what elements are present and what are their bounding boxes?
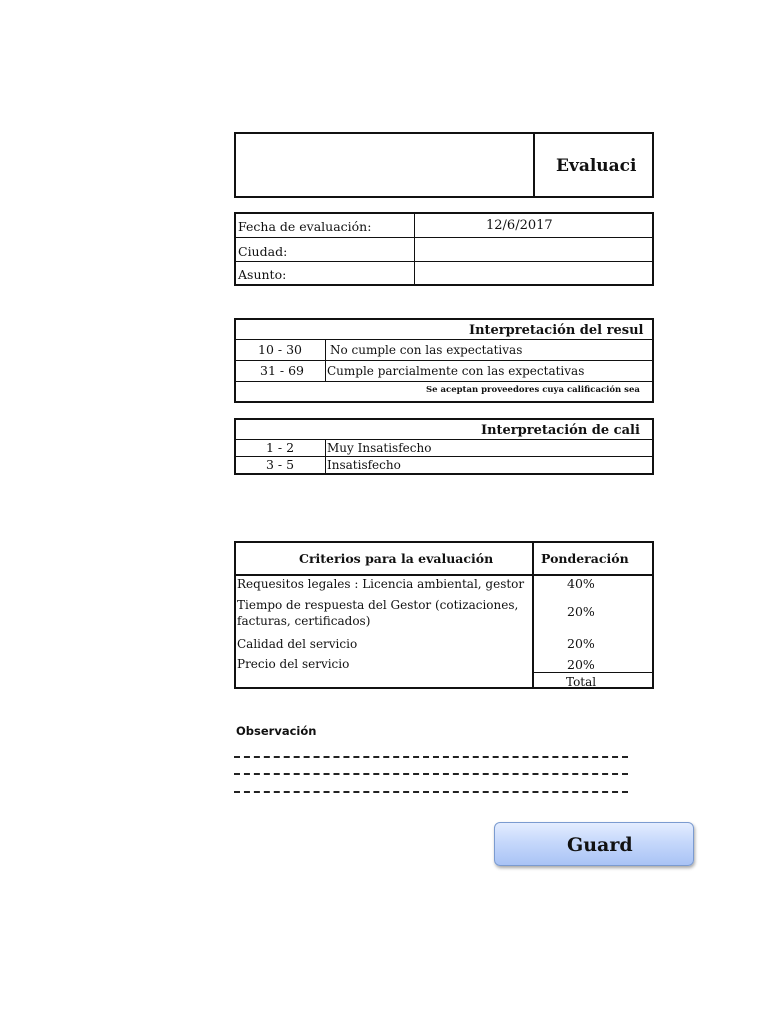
observation-line[interactable] xyxy=(234,756,628,758)
rating-3-5-text: Insatisfecho xyxy=(327,458,401,472)
weight-quality[interactable]: 20% xyxy=(567,636,595,651)
label-fecha: Fecha de evaluación: xyxy=(238,219,372,234)
criterion-price: Precio del servicio xyxy=(237,657,350,671)
range-31-69: 31 - 69 xyxy=(260,363,304,378)
rating-3-5: 3 - 5 xyxy=(266,457,295,472)
total-label: Total xyxy=(566,675,597,689)
observation-line[interactable] xyxy=(234,773,628,775)
range-10-30: 10 - 30 xyxy=(258,342,302,357)
range-10-30-text: No cumple con las expectativas xyxy=(330,343,523,357)
rating-1-2-text: Muy Insatisfecho xyxy=(327,441,432,455)
observation-label: Observación xyxy=(236,724,317,738)
header-box xyxy=(234,132,654,198)
label-asunto: Asunto: xyxy=(238,267,287,282)
page-title: Evaluaci xyxy=(556,156,637,176)
criteria-table xyxy=(234,541,654,689)
rating-1-2: 1 - 2 xyxy=(266,440,295,455)
label-ciudad: Ciudad: xyxy=(238,244,288,259)
weight-legal[interactable]: 40% xyxy=(567,576,595,591)
criterion-response-time-line2: facturas, certificados) xyxy=(237,614,371,628)
interpretation-result-title: Interpretación del resul xyxy=(469,323,644,338)
logo-area xyxy=(236,134,535,196)
save-button[interactable] xyxy=(494,822,694,866)
interpretation-result-table xyxy=(234,318,654,403)
value-fecha[interactable]: 12/6/2017 xyxy=(486,218,553,233)
observation-line[interactable] xyxy=(234,791,628,793)
criterion-response-time: Tiempo de respuesta del Gestor (cotizaciones, xyxy=(237,598,519,612)
interpretation-rating-title: Interpretación de cali xyxy=(481,423,640,438)
range-31-69-text: Cumple parcialmente con las expectativas xyxy=(327,364,585,378)
acceptance-note: Se aceptan proveedores cuya calificación sea xyxy=(426,385,640,395)
criterion-legal: Requesitos legales : Licencia ambiental, gestor xyxy=(237,577,525,591)
info-table xyxy=(234,212,654,286)
criterion-quality: Calidad del servicio xyxy=(237,637,358,651)
weight-column-header: Ponderación xyxy=(541,551,629,566)
weight-price[interactable]: 20% xyxy=(567,657,595,672)
weight-response-time[interactable]: 20% xyxy=(567,604,595,619)
save-button-label: Guard xyxy=(567,834,633,856)
criteria-column-header: Criterios para la evaluación xyxy=(299,551,494,566)
interpretation-rating-table xyxy=(234,418,654,475)
